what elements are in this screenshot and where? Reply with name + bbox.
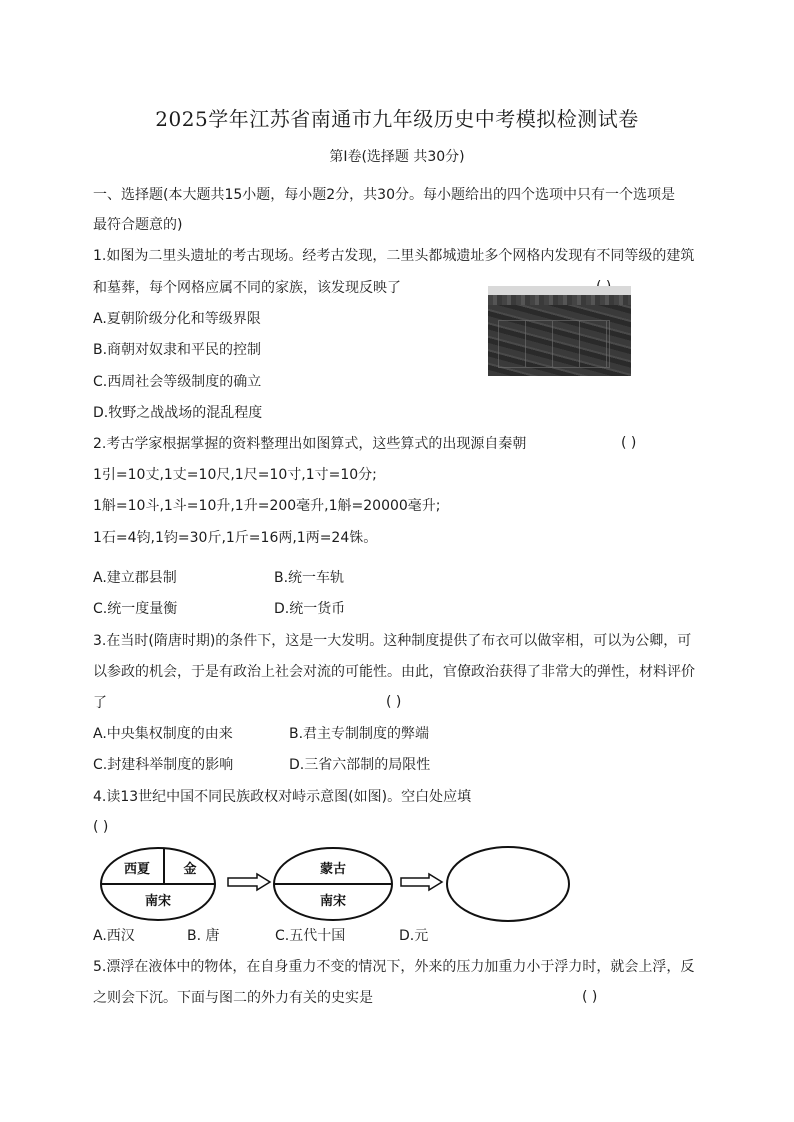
erlitou-excavation-photo: [488, 286, 631, 376]
q5-answer-blank: ( ): [582, 989, 598, 1005]
q3-stem-line1: 3.在当时(隋唐时期)的条件下，这是一大发明。这种制度提供了布衣可以做宰相，可以为公卿，可: [93, 633, 692, 649]
q4-stem: 4.读13世纪中国不同民族政权对峙示意图(如图)。空白处应填: [93, 789, 472, 805]
q4-option-b: B. 唐: [187, 928, 220, 944]
label-southern-song-2: 南宋: [319, 894, 347, 909]
arrow-right-icon: [401, 874, 442, 890]
q4-option-c: C.五代十国: [275, 928, 346, 944]
label-xixia: 西夏: [123, 862, 151, 877]
q3-stem-line2: 以参政的机会，于是有政治上社会对流的可能性。由此，官僚政治获得了非常大的弹性，材料评价: [93, 664, 695, 680]
arrow-right-icon: [228, 874, 270, 890]
q1-stem-line2: 和墓葬，每个网格应属不同的家族，该发现反映了: [93, 280, 401, 296]
q2-option-b: B.统一车轨: [274, 570, 345, 586]
blank-answer-circle: [447, 847, 569, 921]
q4-option-a: A.西汉: [93, 928, 135, 944]
q3-stem-line3: 了: [93, 695, 107, 711]
q3-answer-blank: ( ): [386, 694, 402, 710]
q1-option-d: D.牧野之战战场的混乱程度: [93, 405, 263, 421]
q5-stem-line1: 5.漂浮在液体中的物体，在自身重力不变的情况下，外来的压力加重力小于浮力时，就会上浮，反: [93, 959, 695, 975]
q2-option-c: C.统一度量衡: [93, 601, 178, 617]
q1-stem-line1: 1.如图为二里头遗址的考古现场。经考古发现，二里头都城遗址多个网格内发现有不同等级的建筑: [93, 248, 695, 264]
q3-option-a: A.中央集权制度的由来: [93, 726, 233, 742]
q5-stem-line2: 之则会下沉。下面与图二的外力有关的史实是: [93, 990, 373, 1006]
q4-answer-blank: ( ): [93, 819, 109, 835]
section-instructions-line1: 一、选择题(本大题共15小题，每小题2分，共30分。每小题给出的四个选项中只有一个选项是: [93, 187, 675, 203]
q4-option-d: D.元: [399, 928, 429, 944]
section-instructions-line2: 最符合题意的): [93, 217, 183, 233]
q1-option-c: C.西周社会等级制度的确立: [93, 374, 262, 390]
q3-option-c: C.封建科举制度的影响: [93, 757, 234, 773]
q1-option-a: A.夏朝阶级分化和等级界限: [93, 311, 261, 327]
section-subtitle: 第Ⅰ卷(选择题 共30分): [329, 149, 465, 165]
q2-answer-blank: ( ): [621, 435, 637, 451]
q3-option-d: D.三省六部制的局限性: [289, 757, 431, 773]
label-southern-song-1: 南宋: [144, 894, 172, 909]
q2-formula-weight: 1石=4钧,1钧=30斤,1斤=16两,1两=24铢。: [93, 530, 378, 546]
page-title: 2025学年江苏省南通市九年级历史中考模拟检测试卷: [155, 107, 639, 131]
q2-option-d: D.统一货币: [274, 601, 346, 617]
regime-confrontation-diagram: [100, 843, 580, 925]
label-mongol: 蒙古: [319, 862, 347, 877]
q2-formula-length: 1引=10丈,1丈=10尺,1尺=10寸,1寸=10分;: [93, 467, 377, 483]
q1-option-b: B.商朝对奴隶和平民的控制: [93, 342, 262, 358]
q2-option-a: A.建立郡县制: [93, 570, 177, 586]
label-jin: 金: [183, 862, 197, 877]
q2-formula-volume: 1斛=10斗,1斗=10升,1升=200毫升,1斛=20000毫升;: [93, 498, 441, 514]
q3-option-b: B.君主专制制度的弊端: [289, 726, 430, 742]
q2-stem: 2.考古学家根据掌握的资料整理出如图算式，这些算式的出现源自秦朝: [93, 436, 527, 452]
